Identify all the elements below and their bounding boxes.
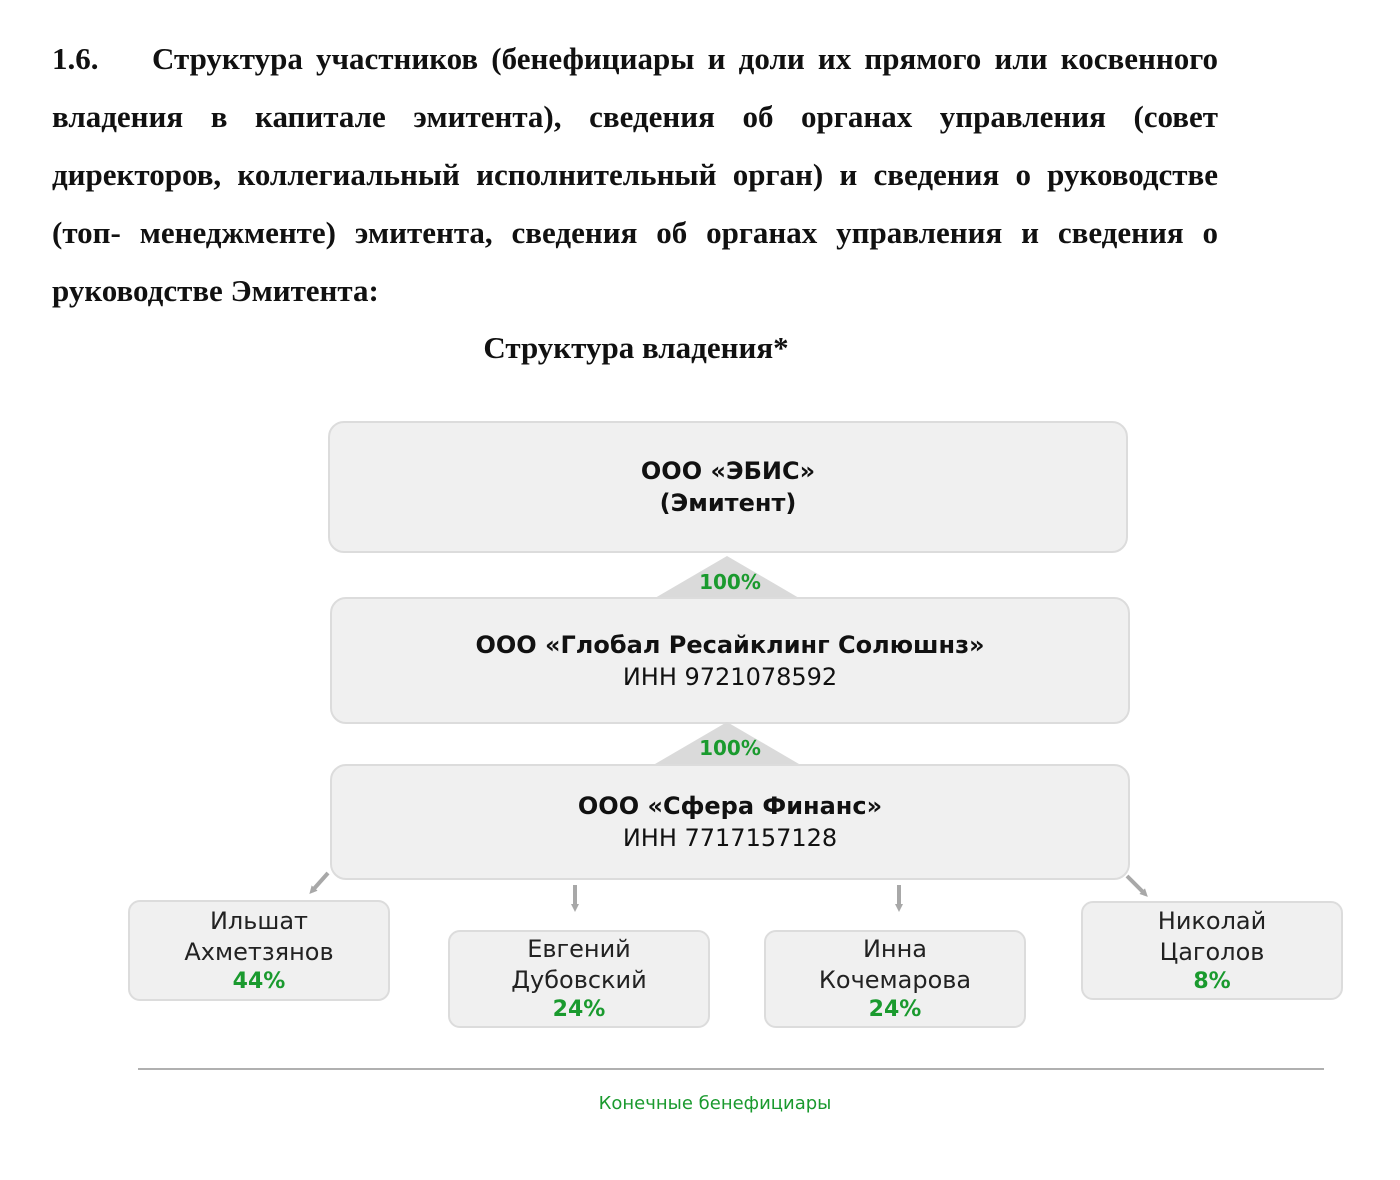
beneficiary-first-name: Евгений [527,935,631,963]
beneficiary-card [764,930,1026,1028]
beneficiary-first-name: Инна [862,935,928,963]
diagram-title: Структура владения* [483,330,789,365]
beneficiary-card [448,930,710,1028]
section-text: Структура участников (бенефициары и доли их прямого или косвенного владения в капитале эмитента), сведения об органах управления (совет директоров, коллегиальный исполнительный орган) и сведения о руководстве (топ- менеджменте) эмитента, сведения об органах управления и сведения о руководстве Эмитента: [52,41,1218,308]
beneficiary-share: 44% [232,968,286,994]
beneficiary-share: 8% [1193,968,1231,994]
beneficiary-share: 24% [868,997,922,1022]
beneficiary-first-name: Николай [1157,906,1267,935]
beneficiary-last-name: Кочемарова [818,966,972,994]
footer-divider [138,1068,1324,1070]
arrow-to-beneficiary-1 [312,873,328,891]
beneficiary-last-name: Цаголов [1159,937,1265,966]
issuer-role: (Эмитент) [659,489,797,517]
beneficiary-last-name: Дубовский [511,966,647,994]
ownership-share-1: 100% [699,570,761,594]
issuer-name: ООО «ЭБИС» [640,457,816,485]
parent-company-inn: ИНН 9721078592 [622,662,838,691]
arrow-to-beneficiary-4 [1127,876,1145,894]
beneficiary-first-name: Ильшат [209,906,309,935]
section-number: 1.6. [52,41,99,76]
holding-company-name: ООО «Сфера Финанс» [577,792,883,820]
beneficiary-share: 24% [552,997,606,1022]
parent-company-name: ООО «Глобал Ресайклинг Солюшнз» [475,630,985,659]
holding-company-inn: ИНН 7717157128 [622,824,838,852]
ownership-share-2: 100% [699,736,761,760]
beneficiary-card [128,900,390,1001]
beneficiary-card [1081,901,1343,1000]
beneficiary-last-name: Ахметзянов [184,937,334,966]
footer-caption: Конечные бенефициары [598,1093,832,1114]
